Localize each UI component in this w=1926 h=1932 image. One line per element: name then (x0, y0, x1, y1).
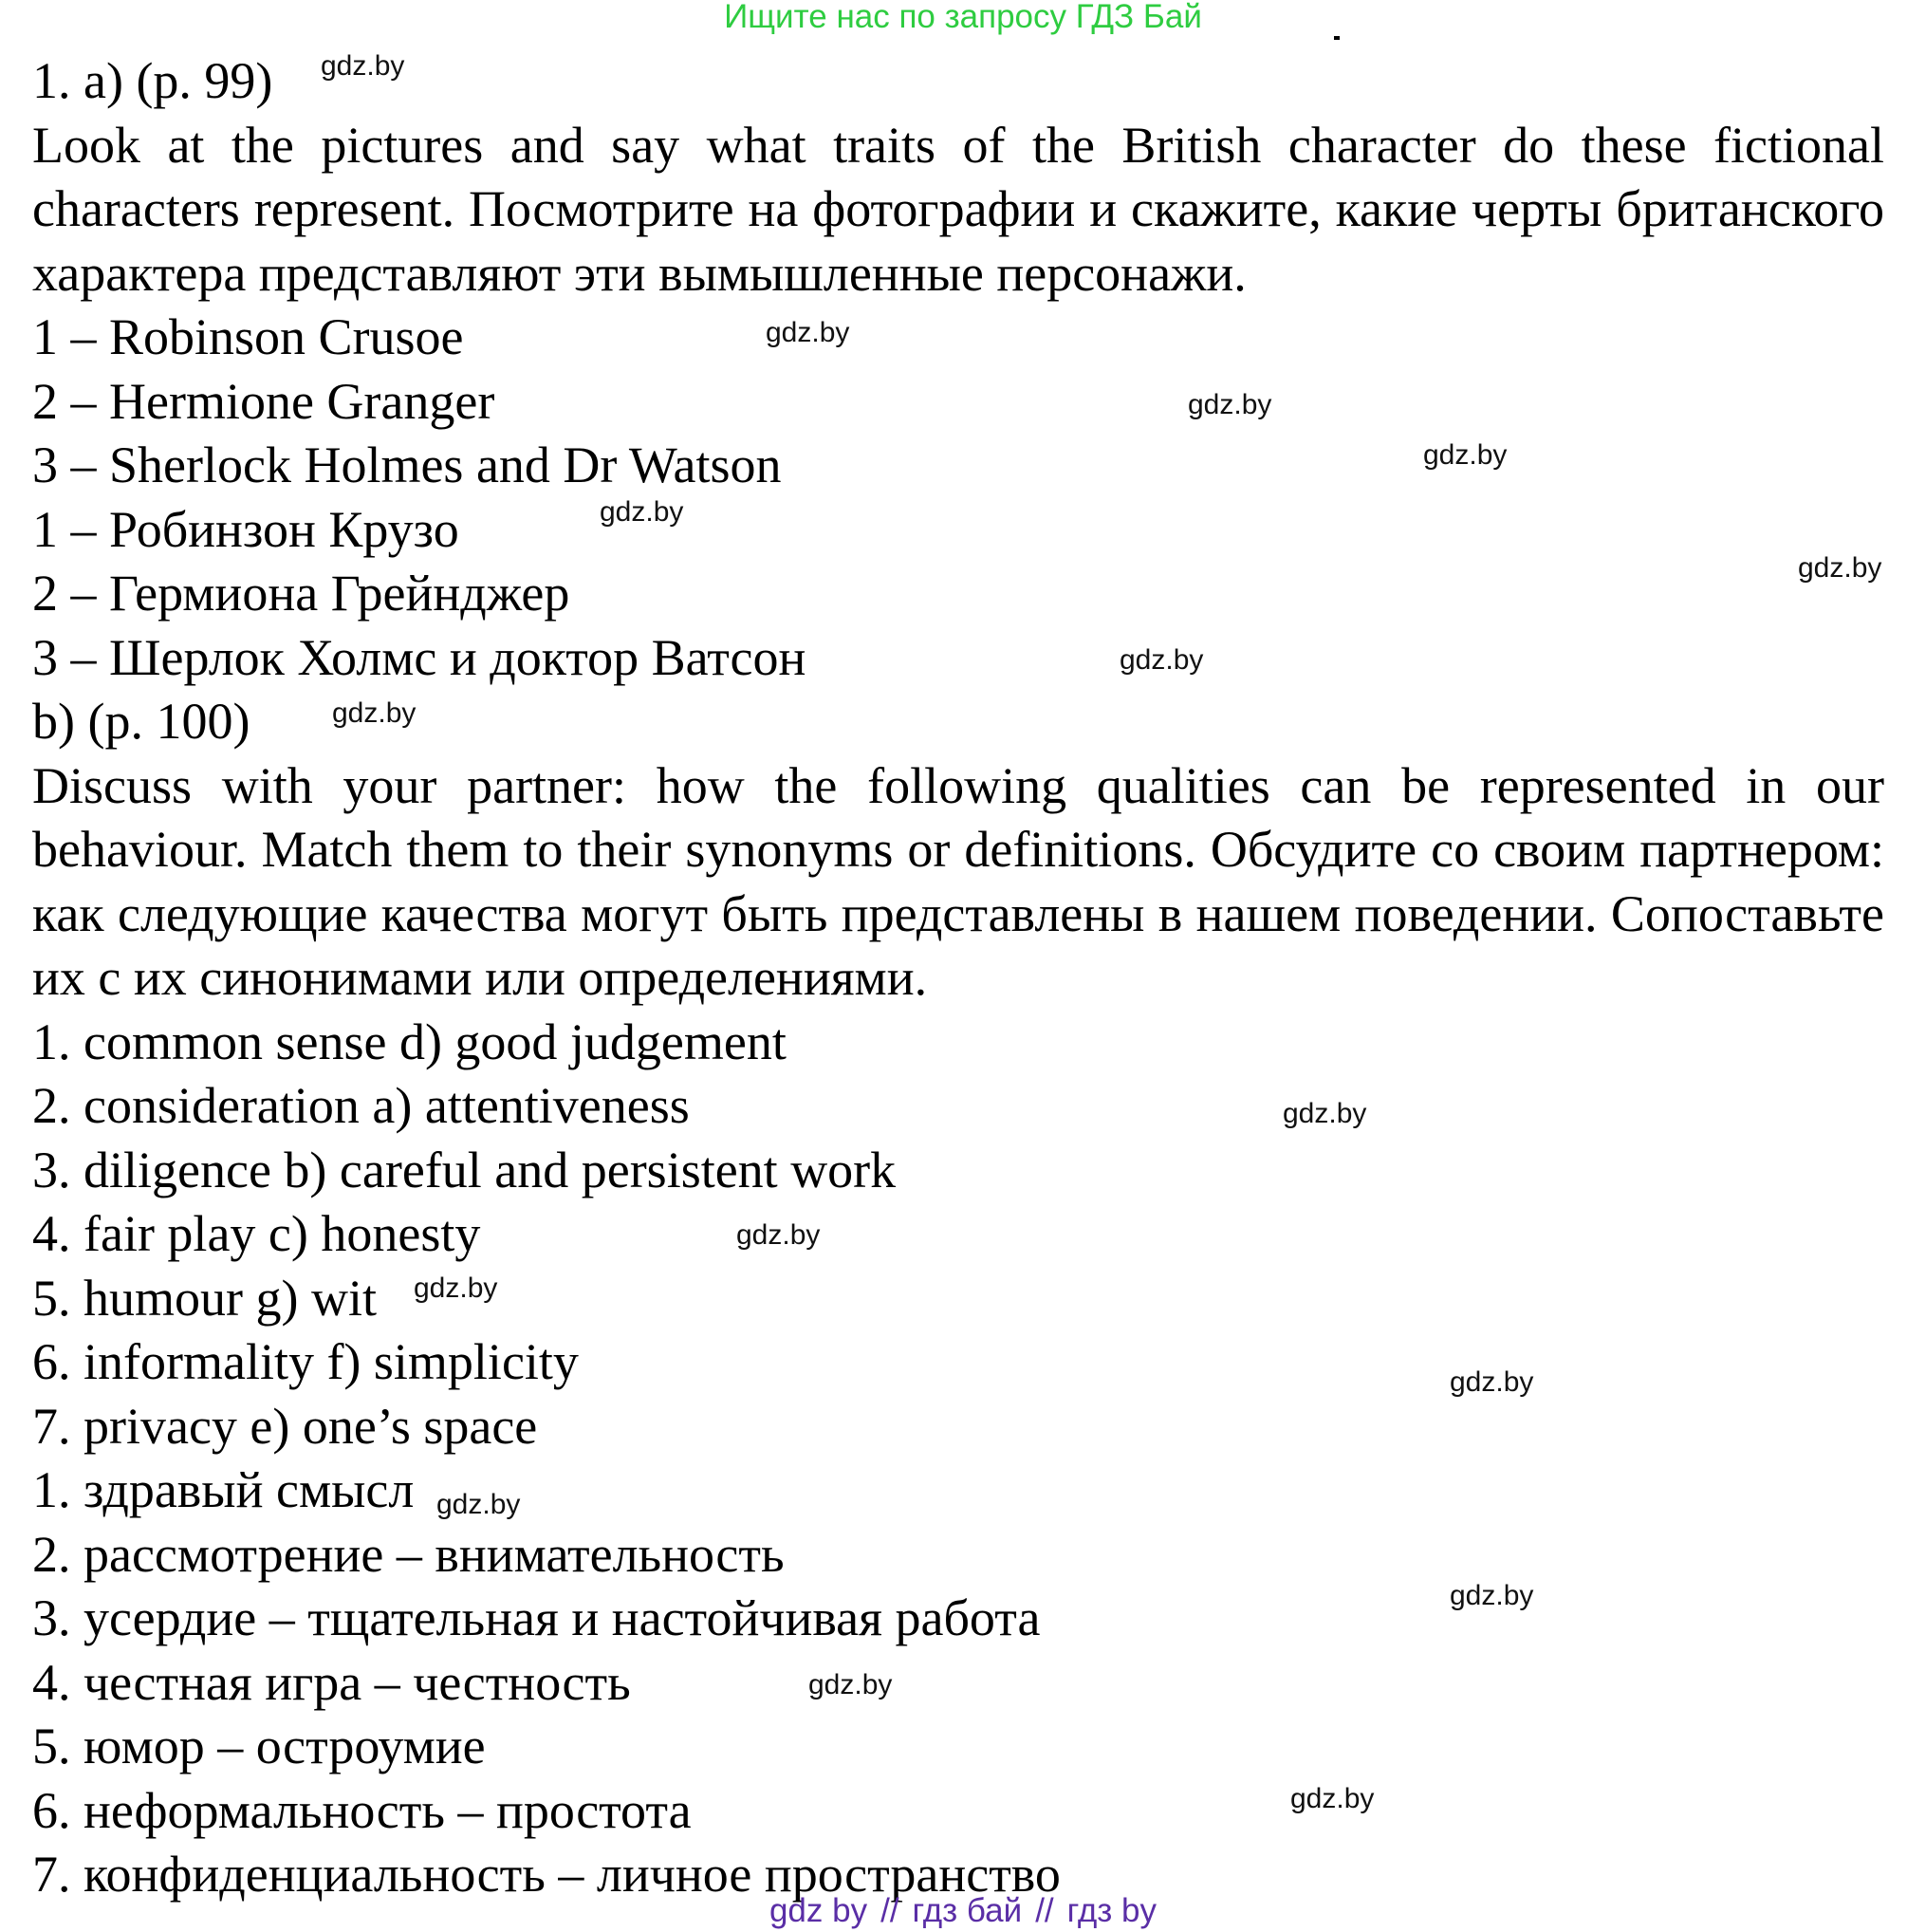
list-item: 4. честная игра – честность (32, 1653, 631, 1711)
list-item: 5. humour g) wit (32, 1269, 377, 1327)
watermark: gdz.by (1120, 644, 1204, 676)
list-item: 1 – Robinson Crusoe (32, 308, 464, 365)
list-item: 2. consideration a) attentiveness (32, 1077, 690, 1134)
list-item: 3. усердие – тщательная и настойчивая работа (32, 1589, 1041, 1646)
watermark: gdz.by (1423, 439, 1508, 471)
document-body (32, 49, 1884, 1907)
list-item: 6. неформальность – простота (32, 1781, 692, 1839)
watermark: gdz.by (436, 1489, 521, 1520)
watermark: gdz.by (1450, 1366, 1534, 1398)
bottom-banner-separator: // (880, 1892, 899, 1929)
watermark: gdz.by (414, 1273, 498, 1304)
list-item: 2 – Hermione Granger (32, 372, 495, 430)
watermark: gdz.by (1798, 552, 1882, 584)
task-1b-instruction: Discuss with your partner: how the following qualities can be represented in our behaviour. Match them to their synonyms or definitions. Обсудите со своим партнером: как следующие качества могут быть представлены в нашем поведении. Сопоставьте их с их синонимами или определениями. (32, 756, 1884, 1006)
bottom-banner-part: gdz by (769, 1892, 868, 1929)
list-item: 3. diligence b) careful and persistent work (32, 1141, 897, 1198)
list-item: 4. fair play c) honesty (32, 1205, 481, 1262)
task-1a-instruction: Look at the pictures and say what traits of the British character do these fictional characters represent. Посмотрите на фотографии и скажите, какие черты британского характера представляют эти вымышленные персонажи. (32, 116, 1884, 302)
bottom-banner (0, 1890, 1926, 1932)
watermark: gdz.by (808, 1669, 893, 1700)
watermark: gdz.by (766, 317, 850, 348)
list-item: 2 – Гермиона Грейнджер (32, 565, 570, 622)
watermark: gdz.by (1188, 389, 1272, 420)
watermark: gdz.by (332, 697, 417, 729)
watermark: gdz.by (1290, 1783, 1375, 1814)
list-item: 1. common sense d) good judgement (32, 1012, 787, 1070)
task-1a-heading: 1. a) (p. 99) (32, 52, 273, 109)
task-1b-heading: b) (p. 100) (32, 693, 250, 750)
bottom-banner-part: гдз бай (912, 1892, 1023, 1929)
watermark: gdz.by (1450, 1580, 1534, 1611)
list-item: 5. юмор – остроумие (32, 1718, 486, 1774)
list-item: 1 – Робинзон Крузо (32, 500, 459, 558)
bottom-banner-separator: // (1035, 1892, 1054, 1929)
list-item: 3 – Шерлок Холмс и доктор Ватсон (32, 628, 806, 686)
list-item: 2. рассмотрение – внимательность (32, 1525, 785, 1583)
top-banner: Ищите нас по запросу ГДЗ Бай (724, 0, 1202, 35)
watermark: gdz.by (600, 496, 684, 528)
watermark: gdz.by (1283, 1098, 1367, 1129)
list-item: 6. informality f) simplicity (32, 1333, 579, 1390)
watermark: gdz.by (321, 50, 405, 82)
watermark: gdz.by (736, 1219, 821, 1251)
list-item: 3 – Sherlock Holmes and Dr Watson (32, 437, 782, 493)
bottom-banner-part: гдз by (1066, 1892, 1157, 1929)
list-item: 7. конфиденциальность – личное пространство (32, 1846, 1061, 1903)
list-item: 7. privacy e) one’s space (32, 1397, 538, 1455)
stray-mark (1334, 36, 1340, 40)
list-item: 1. здравый смысл (32, 1461, 415, 1518)
